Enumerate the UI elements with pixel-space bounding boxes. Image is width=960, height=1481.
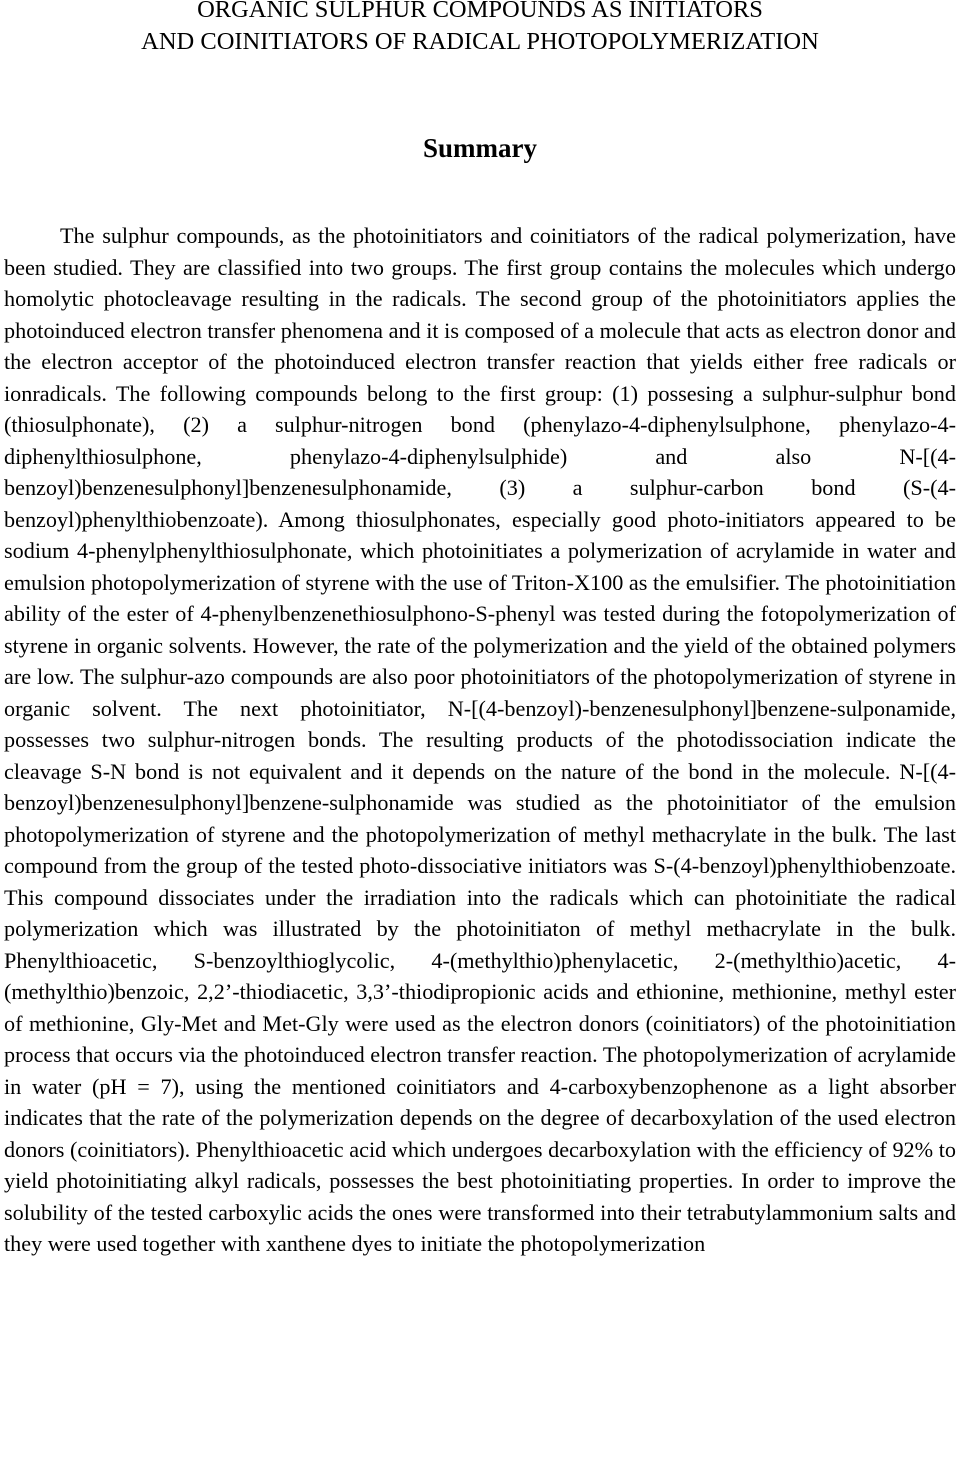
summary-heading — [0, 130, 960, 166]
summary-paragraph: The sulphur compounds, as the photoinitiators and coinitiators of the radical polymerization, have been studied. They are classified into two groups. The first group contains the molecules which undergo homolytic photocleavage resulting in the radicals. The second group of the photoinitiators applies the photoinduced electron transfer phenomena and it is composed of a molecule that acts as electron donor and the electron acceptor of the photoinduced electron transfer reaction that yields either free radicals or ionradicals. The following compounds belong to the first group: (1) possesing a sulphur-sulphur bond (thiosulphonate), (2) a sulphur-nitrogen bond (phenylazo-4-diphenylsulphone, phenylazo-4-diphenylthiosulphone, phenylazo-4-diphenylsulphide) and also N-[(4-benzoyl)benzenesulphonyl]benzenesulphonamide, (3) a sulphur-carbon bond (S-(4-benzoyl)phenylthiobenzoate). Among thiosulphonates, especially good photo-initiators appeared to be sodium 4-phenylphenylthiosulphonate, which photoinitiates a polymerization of acrylamide in water and emulsion photopolymerization of styrene with the use of Triton-X100 as the emulsifier. The photoinitiation ability of the ester of 4-phenylbenzenethiosulphono-S-phenyl was tested during the fotopolymerization of styrene in organic solvents. However, the rate of the polymerization and the yield of the obtained polymers are low. The sulphur-azo compounds are also poor photoinitiators of the photopolymerization of styrene in organic solvent. The next photoinitiator, N-[(4-benzoyl)-benzenesulphonyl]benzene-sulponamide, possesses two sulphur-nitrogen bonds. The resulting products of the photodissociation indicate the cleavage S-N bond is not equivalent and it depends on the nature of the bond in the molecule. N-[(4-benzoyl)benzenesulphonyl]benzene-sulphonamide was studied as the photoinitiator of the emulsion photopolymerization of styrene and the photopolymerization of methyl methacrylate in the bulk. The last compound from the group of the tested photo-dissociative initiators was S-(4-benzoyl)phenylthiobenzoate. This compound dissociates under the irradiation into the radicals which can photoinitiate the radical polymerization which was illustrated by the photoinitiaton of methyl methacrylate in the bulk. Phenylthioacetic, S-benzoylthioglycolic, 4-(methylthio)phenylacetic, 2-(methylthio)acetic, 4-(methylthio)benzoic, 2,2’-thiodiacetic, 3,3’-thiodipropionic acids and ethionine, methionine, methyl ester of methionine, Gly-Met and Met-Gly were used as the electron donors (coinitiators) of the photoinitiation process that occurs via the photoinduced electron transfer reaction. The photopolymerization of acrylamide in water (pH = 7), using the mentioned coinitiators and 4-carboxybenzophenone as a light absorber indicates that the rate of the polymerization depends on the degree of decarboxylation of the used electron donors (coinitiators). Phenylthioacetic acid which undergoes decarboxylation with the efficiency of 92% to yield photoinitiating alkyl radicals, possesses the best photoinitiating properties. In order to improve the solubility of the tested carboxylic acids the ones were transformed into their tetrabutylammonium salts and they were used together with xanthene dyes to initiate the photopolymerization — [4, 223, 956, 1256]
document-title — [0, 0, 960, 58]
summary-heading-text: Summary — [423, 133, 537, 163]
document-title-line-1: ORGANIC SULPHUR COMPOUNDS AS INITIATORS — [197, 0, 763, 23]
document-title-line-2: AND COINITIATORS OF RADICAL PHOTOPOLYMERIZATION — [141, 28, 819, 55]
